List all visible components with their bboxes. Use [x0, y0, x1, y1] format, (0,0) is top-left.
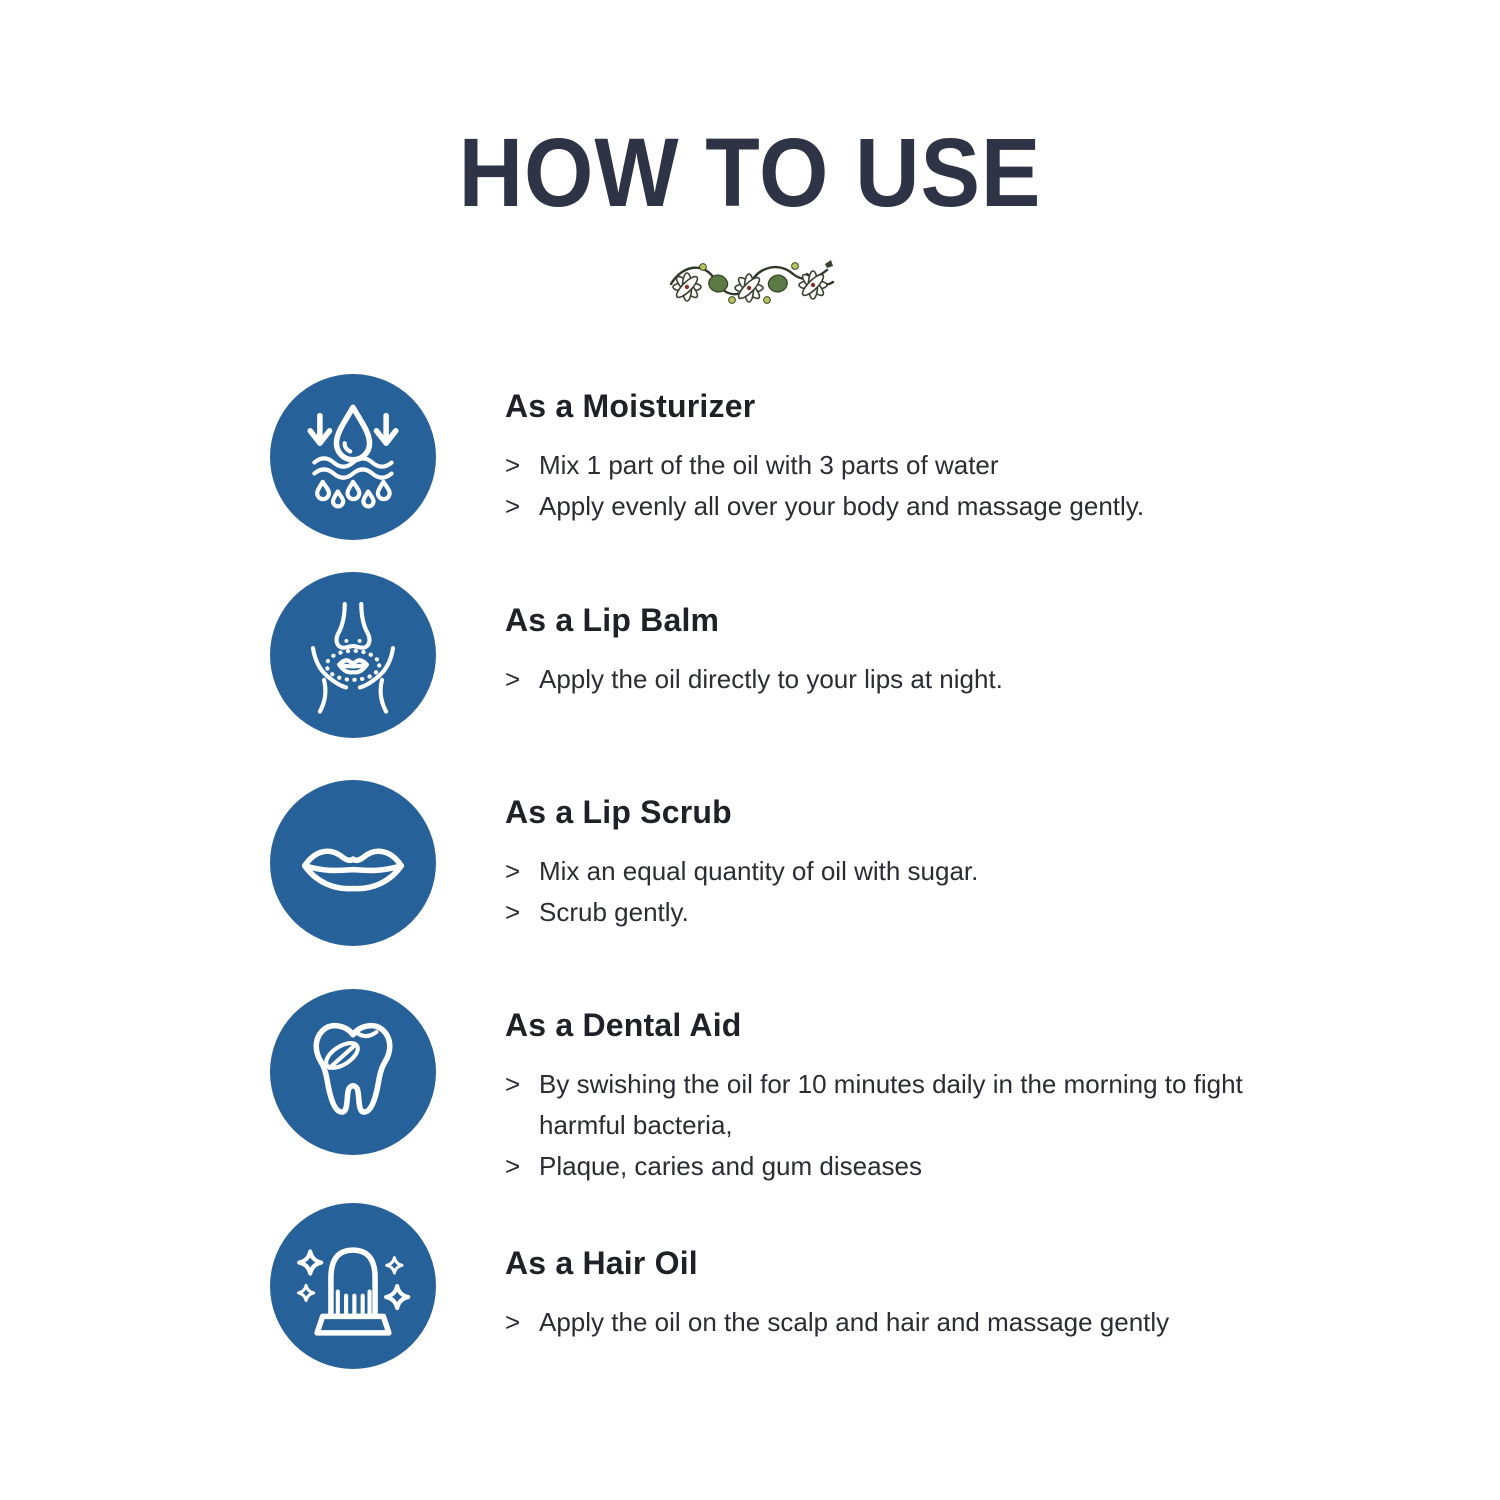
section-lip-balm: [505, 600, 1335, 700]
hair-oil-icon: [270, 1203, 436, 1369]
bullet-item: [505, 1302, 1335, 1343]
bullet-marker: >: [505, 664, 521, 694]
bullet-marker: >: [505, 1307, 521, 1337]
bullet-text: Mix an equal quantity of oil with sugar.: [539, 856, 979, 886]
section-lip-scrub: [505, 792, 1335, 933]
bullet-text: Mix 1 part of the oil with 3 parts of water: [539, 450, 999, 480]
section-heading: As a Lip Balm: [505, 602, 720, 638]
bullet-item: [505, 486, 1335, 527]
bullet-marker: >: [505, 491, 521, 521]
bullet-list: [505, 851, 1335, 933]
lip-balm-glyph: [284, 586, 422, 724]
section-heading: As a Dental Aid: [505, 1007, 742, 1043]
bullet-marker: >: [505, 450, 521, 480]
bullet-list: [505, 659, 1335, 700]
moisturizer-glyph: [284, 388, 422, 526]
bullet-item: [505, 445, 1335, 486]
floral-vine-divider: [657, 254, 843, 317]
section-moisturizer: [505, 386, 1335, 527]
section-heading: As a Hair Oil: [505, 1245, 698, 1281]
page-title: HOW TO USE: [458, 118, 1042, 227]
bullet-marker: >: [505, 897, 521, 927]
bullet-item: [505, 851, 1335, 892]
lip-balm-icon: [270, 572, 436, 738]
bullet-text: Apply evenly all over your body and massage gently.: [539, 491, 1145, 521]
bullet-marker: >: [505, 856, 521, 886]
tooth-glyph: [284, 1003, 422, 1141]
section-heading: As a Moisturizer: [505, 388, 756, 424]
bullet-list: [505, 445, 1335, 527]
dental-aid-icon: [270, 989, 436, 1155]
bullet-list: [505, 1064, 1277, 1187]
section-heading: As a Lip Scrub: [505, 794, 732, 830]
bullet-item: [505, 892, 1335, 933]
section-dental-aid: [505, 1005, 1277, 1187]
bullet-item: [505, 1064, 1277, 1146]
bullet-item: [505, 1146, 1277, 1187]
hair-glyph: [284, 1217, 422, 1355]
bullet-text: Scrub gently.: [539, 897, 689, 927]
moisturizer-icon: [270, 374, 436, 540]
bullet-item: [505, 659, 1335, 700]
bullet-text: Plaque, caries and gum diseases: [539, 1151, 923, 1181]
lip-scrub-icon: [270, 780, 436, 946]
bullet-marker: >: [505, 1151, 521, 1181]
section-hair-oil: [505, 1243, 1335, 1343]
bullet-list: [505, 1302, 1335, 1343]
bullet-text: Apply the oil on the scalp and hair and massage gently: [539, 1307, 1170, 1337]
lips-glyph: [284, 794, 422, 932]
bullet-text: By swishing the oil for 10 minutes daily in the morning to fight harmful bacteria,: [539, 1069, 1243, 1140]
floral-vine-icon: [657, 254, 843, 312]
bullet-text: Apply the oil directly to your lips at night.: [539, 664, 1003, 694]
bullet-marker: >: [505, 1069, 521, 1099]
